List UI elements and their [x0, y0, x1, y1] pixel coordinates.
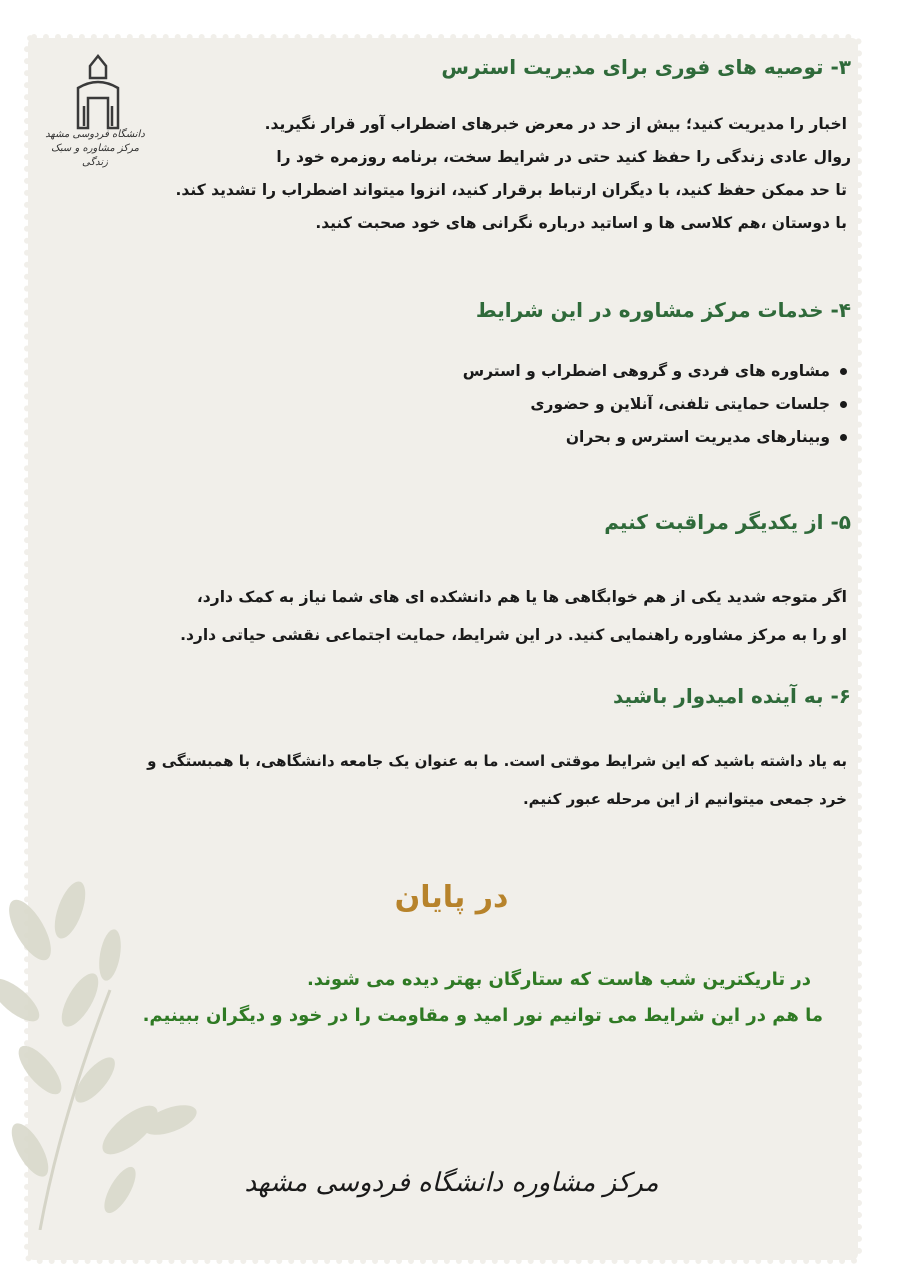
bullet-icon	[840, 368, 847, 375]
section3-paragraph	[175, 108, 851, 240]
section3-line: روال عادی زندگی را حفظ کنید حتی در شرایط سخت، برنامه روزمره خود را	[276, 148, 851, 166]
section5-paragraph	[180, 578, 847, 654]
list-item	[463, 388, 847, 421]
list-item-text: جلسات حمایتی تلفنی، آنلاین و حضوری	[530, 395, 830, 413]
list-item-text: مشاوره های فردی و گروهی اضطراب و استرس	[462, 362, 830, 380]
section4-heading: ۴- خدمات مرکز مشاوره در این شرایط	[475, 298, 851, 322]
closing-line: ما هم در این شرایط می توانیم نور امید و مقاومت را در خود و دیگران ببینیم.	[142, 1005, 823, 1026]
section3-heading: ۳- توصیه های فوری برای مدیریت استرس	[441, 55, 851, 79]
section5-line: او را به مرکز مشاوره راهنمایی کنید. در این شرایط، حمایت اجتماعی نقشی حیاتی دارد.	[180, 626, 847, 644]
signature: مرکز مشاوره دانشگاه فردوسی مشهد	[244, 1168, 659, 1198]
list-item	[463, 421, 847, 454]
section6-paragraph	[147, 742, 847, 818]
section3-line: تا حد ممکن حفظ کنید، با دیگران ارتباط برقرار کنید، انزوا میتواند اضطراب را تشدید کند.	[175, 181, 847, 199]
section6-heading: ۶- به آینده امیدوار باشید	[612, 684, 851, 708]
section5-heading: ۵- از یکدیگر مراقبت کنیم	[604, 510, 851, 534]
section3-line: اخبار را مدیریت کنید؛ بیش از حد در معرض خبرهای اضطراب آور قرار نگیرید.	[264, 115, 847, 133]
section6-line: به یاد داشته باشید که این شرایط موقتی است. ما به عنوان یک جامعه دانشگاهی، با همبستگی و	[147, 752, 847, 770]
logo-caption	[40, 128, 150, 170]
logo-caption-line1: دانشگاه فردوسی مشهد	[45, 129, 145, 140]
logo-caption-line2: مرکز مشاوره و سبک زندگی	[50, 143, 140, 168]
section6-line: خرد جمعی میتوانیم از این مرحله عبور کنیم.	[522, 790, 847, 808]
closing-paragraph	[143, 962, 823, 1034]
finale-title: در پایان	[394, 880, 509, 915]
section3-line: با دوستان ،هم کلاسی ها و اساتید درباره نگرانی های خود صحبت کنید.	[315, 214, 847, 232]
bullet-icon	[840, 434, 847, 441]
services-list	[463, 355, 847, 454]
section5-line: اگر متوجه شدید یکی از هم خوابگاهی ها یا هم دانشکده ای های شما نیاز به کمک دارد،	[196, 588, 847, 606]
bullet-icon	[840, 401, 847, 408]
list-item-text: وبینارهای مدیریت استرس و بحران	[565, 428, 830, 446]
closing-line: در تاریکترین شب هاست که ستارگان بهتر دیده می شوند.	[306, 969, 811, 990]
list-item	[463, 355, 847, 388]
